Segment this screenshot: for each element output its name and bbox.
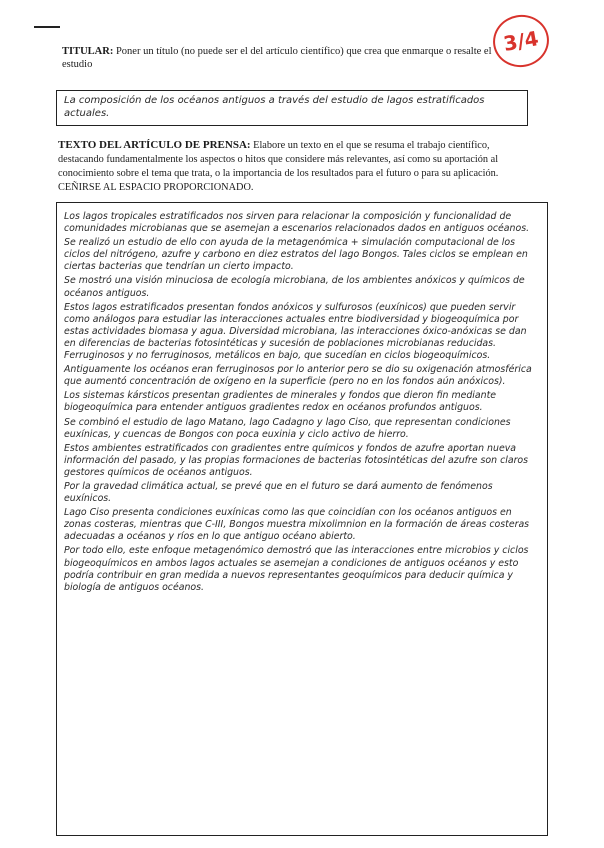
top-left-dash-mark	[34, 26, 60, 28]
titular-label: TITULAR:	[62, 46, 114, 57]
article-text	[57, 203, 547, 594]
texto-section	[58, 138, 528, 195]
titular-answer: La composición de los océanos antiguos a través del estudio de lagos estratificados actuales.	[64, 95, 485, 119]
article-paragraph: Estos lagos estratificados presentan fondos anóxicos y sulfurosos (euxínicos) que pueden servir como análogos para estudiar las interacciones actuales entre biodiversidad y biogeoquímica por estas actividades biomasa y agua. Diversidad microbiana, las interacciones óxico-anóxicas se dan en diferencias de bacterias fotosintéticas y sucesión de poblaciones microbianas reducidas. Ferruginosos y no ferruginosos, metálicos en bajo, que sucedían en ciclos biogeoquímicos.	[64, 301, 527, 362]
article-paragraph: Lago Ciso presenta condiciones euxínicas como las que coincidían con los océanos antiguos en zonas costeras, mientras que C-III, Bongos muestra mixolimnion en la formación de áreas costeras adecuadas a océanos y ríos en lo que antiguo océano abierto.	[64, 507, 530, 543]
article-paragraph: Antiguamente los océanos eran ferruginosos por lo anterior pero se dio su oxigenación atmosférica que aumentó concentración de oxígeno en la superficie (pero no en los fondos aún anóxicos).	[64, 364, 532, 388]
texto-instruction: Elabore un texto en el que se resuma el trabajo científico, destacando fundamentalmente los aspectos o hitos que considere más relevantes, así como su aportación al conocimiento sobre el tema que trata, o la importancia de los resultados para el futuro o para su aplicación. CEÑIRSE AL ESPACIO PROPORCIONADO.	[58, 140, 499, 193]
titular-answer-box	[56, 90, 528, 126]
article-paragraph: Estos ambientes estratificados con gradientes entre químicos y fondos de azufre aportan nueva información del pasado, y las propias formaciones de bacterias fotosintéticas del azufre son claros gestores químicos de océanos antiguos.	[64, 442, 529, 478]
article-paragraph: Por todo ello, este enfoque metagenómico demostró que las interacciones entre microbios y ciclos biogeoquímicos en ambos lagos actuales se asemejan a condiciones de antiguos océanos y esto podría contribuir en gran medida a nuevos representantes geoquímicos para deducir química y biología de antiguos océanos.	[64, 545, 529, 593]
article-paragraph: Los sistemas kársticos presentan gradientes de minerales y fondos que dieron fin mediante biogeoquímica para entender antiguos gradientes redox en océanos profundos antiguos.	[64, 390, 497, 414]
article-paragraph: Los lagos tropicales estratificados nos sirven para relacionar la composición y funcionalidad de comunidades microbianas que se asemejan a escenarios relacionados dados en antiguos océanos.	[64, 211, 530, 235]
article-paragraph: Se mostró una visión minuciosa de ecología microbiana, de los ambientes anóxicos y químicos de océanos antiguos.	[64, 275, 525, 299]
article-paragraph: Se combinó el estudio de lago Matano, lago Cadagno y lago Ciso, que representan condiciones euxínicas, y cuencas de Bongos con poca euxinia y ciclo activo de hierro.	[64, 416, 511, 440]
grade-text: 3/4	[501, 26, 541, 56]
texto-label: TEXTO DEL ARTÍCULO DE PRENSA:	[58, 139, 251, 151]
titular-section	[62, 45, 502, 71]
article-paragraph: Por la gravedad climática actual, se prevé que en el futuro se dará aumento de fenómenos euxínicos.	[64, 480, 493, 505]
article-answer-box	[56, 202, 548, 836]
article-paragraph: Se realizó un estudio de ello con ayuda de la metagenómica + simulación computacional de los ciclos del nitrógeno, azufre y carbono en diez estratos del lago Bongos. Tales ciclos se emplean en ciertas bacterias que tendrían un cierto impacto.	[64, 237, 528, 273]
titular-instruction: Poner un título (no puede ser el del artículo científico) que crea que enmarque o resalte el estudio	[62, 46, 492, 70]
